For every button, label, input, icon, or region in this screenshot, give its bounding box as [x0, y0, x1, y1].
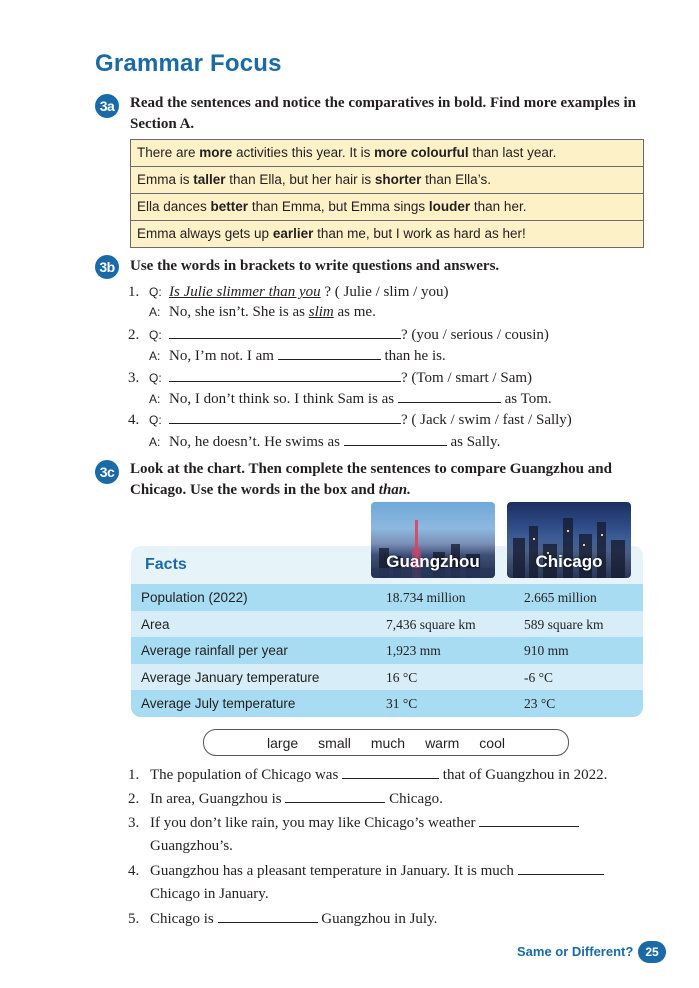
comparative-word: earlier	[272, 226, 314, 241]
fact-label: Area	[141, 616, 170, 632]
page-number: 25	[638, 941, 666, 963]
answer-1: A: No, she isn’t. She is as slim as me.	[149, 304, 376, 320]
comparative-word: more	[199, 145, 233, 160]
example-sentences-table	[130, 139, 644, 248]
comparative-word: better	[210, 199, 249, 214]
chicago-photo	[507, 502, 631, 578]
guangzhou-photo	[371, 502, 495, 578]
question-1: 1. Q: Is Julie slimmer than you ? ( Julie / slim / you)	[128, 284, 449, 300]
answer-example: Is Julie slimmer than you	[169, 284, 321, 300]
guangzhou-value: 1,923 mm	[386, 643, 441, 659]
guangzhou-value: 31 °C	[386, 696, 418, 712]
answer-2: A: No, I’m not. I am than he is.	[149, 345, 446, 366]
guangzhou-value: 18.734 million	[386, 590, 466, 605]
answer-blank[interactable]	[169, 367, 401, 382]
answer-blank[interactable]	[398, 388, 501, 403]
example-sentence: Emma is taller than Ella, but her hair is shorter than Ella’s.	[131, 167, 643, 194]
word: small	[318, 734, 351, 751]
sentence-3: 3. If you don’t like rain, you may like Chicago’s weather	[128, 812, 579, 833]
question-3: 3. Q: ? (Tom / smart / Sam)	[128, 367, 532, 388]
chicago-value: 23 °C	[524, 696, 556, 712]
chicago-value: 2.665 million	[524, 590, 597, 605]
fact-label: Average rainfall per year	[141, 643, 288, 659]
fact-label: Population (2022)	[141, 590, 248, 605]
answer-blank[interactable]	[169, 409, 401, 424]
answer-blank[interactable]	[344, 431, 447, 446]
sentence-5: 5. Chicago is Guangzhou in July.	[128, 908, 437, 929]
fact-label: Average January temperature	[141, 669, 320, 685]
instruction-3b: Use the words in brackets to write questions and answers.	[130, 258, 500, 274]
answer-blank[interactable]	[169, 324, 401, 339]
facts-row	[131, 637, 643, 664]
chicago-value: 589 square km	[524, 616, 604, 632]
answer-blank[interactable]	[342, 764, 439, 779]
word: much	[370, 734, 406, 751]
facts-row	[131, 690, 643, 717]
facts-row	[131, 611, 643, 638]
answer-blank[interactable]	[285, 788, 385, 803]
page-title: Grammar Focus	[95, 50, 282, 77]
fact-label: Average July temperature	[141, 696, 296, 712]
section-badge-3b: 3b	[95, 255, 119, 279]
answer-blank[interactable]	[278, 345, 381, 360]
sentence-2: 2. In area, Guangzhou is Chicago.	[128, 788, 443, 809]
chicago-value: -6 °C	[524, 669, 554, 685]
answer-3: A: No, I don’t think so. I think Sam is as as Tom.	[149, 388, 552, 409]
word: large	[267, 734, 299, 751]
facts-label: Facts	[145, 556, 187, 573]
word: warm	[425, 734, 460, 751]
guangzhou-value: 7,436 square km	[386, 616, 476, 632]
answer-blank[interactable]	[518, 860, 604, 875]
facts-row	[131, 584, 643, 611]
guangzhou-value: 16 °C	[386, 669, 418, 685]
city2-label: Chicago	[535, 552, 603, 571]
sentence-4-continued: Chicago in January.	[150, 886, 269, 902]
section-badge-3a: 3a	[95, 94, 119, 118]
facts-row	[131, 664, 643, 691]
sentence-1: 1. The population of Chicago was that of Guangzhou in 2022.	[128, 764, 607, 785]
instruction-3a: Read the sentences and notice the comparatives in bold. Find more examples in Section A.	[130, 95, 636, 132]
comparative-word: more colourful	[374, 145, 469, 160]
sentence-3-continued: Guangzhou’s.	[150, 838, 233, 854]
section-badge-3c: 3c	[95, 460, 119, 484]
unit-title: Same or Different?	[517, 944, 634, 959]
sentence-4: 4. Guangzhou has a pleasant temperature in January. It is much	[128, 860, 604, 881]
word-box	[203, 729, 569, 756]
example-sentence: Emma always gets up earlier than me, but I work as hard as her!	[137, 226, 526, 241]
comparative-word: shorter	[374, 172, 422, 187]
answer-4: A: No, he doesn’t. He swims as as Sally.	[149, 431, 500, 452]
question-2: 2. Q: ? (you / serious / cousin)	[128, 324, 549, 345]
chicago-value: 910 mm	[524, 643, 569, 659]
city1-label: Guangzhou	[386, 552, 480, 571]
answer-blank[interactable]	[479, 812, 579, 827]
example-sentence: There are more activities this year. It is more colourful than last year.	[131, 140, 643, 167]
comparative-word: louder	[428, 199, 471, 214]
question-4: 4. Q: ? ( Jack / swim / fast / Sally)	[128, 409, 572, 430]
comparative-word: taller	[193, 172, 226, 187]
example-sentence: Ella dances better than Emma, but Emma sings louder than her.	[131, 194, 643, 221]
instruction-3c: Look at the chart. Then complete the sentences to compare Guangzhou and Chicago. Use the words in the box and than.	[130, 461, 612, 498]
answer-blank[interactable]	[218, 908, 318, 923]
word: cool	[479, 734, 505, 751]
